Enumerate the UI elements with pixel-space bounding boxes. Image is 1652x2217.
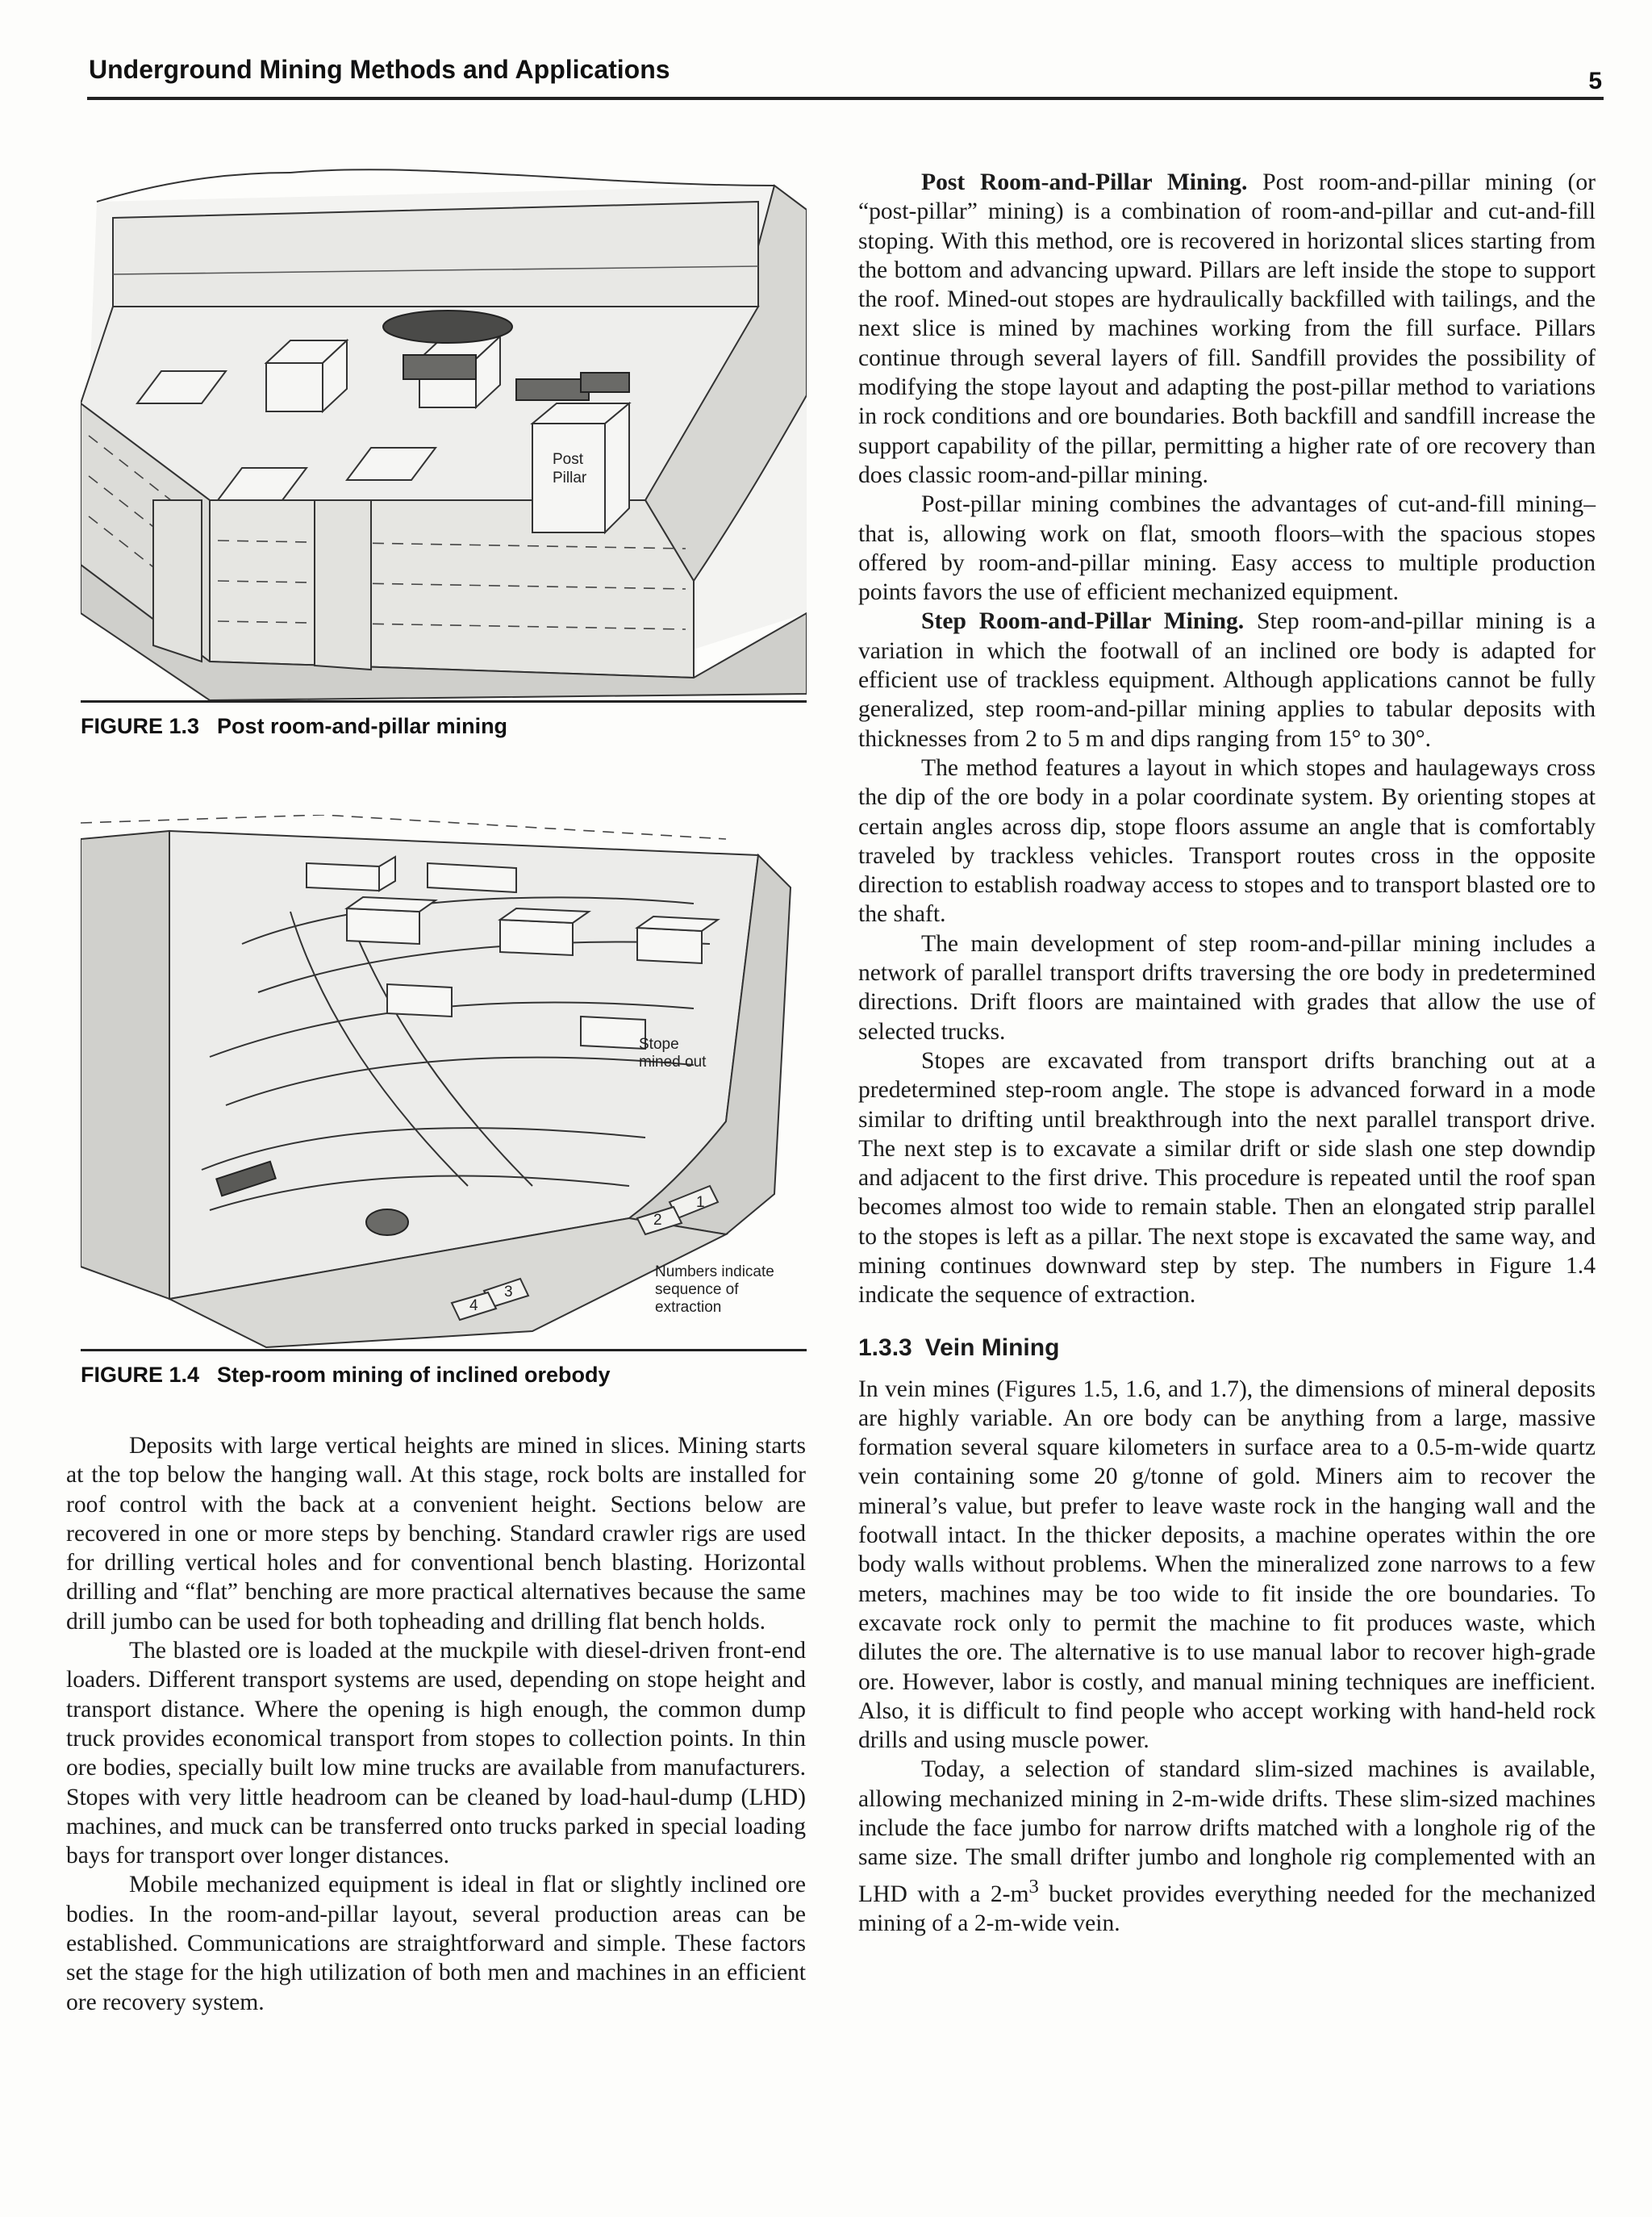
left-paragraph-1: Deposits with large vertical heights are mined in slices. Mining starts at the top below the hanging wall. At this stage, rock bolts are installed for roof control with the back at a convenient height. Sections below are recovered in one or more steps by benching. Standard crawler rigs are used for drilling vertical holes and for conventional bench blasting. Horizontal drilling and “flat” benching are more practical alternatives because the same drill jumbo can be used for both topheading and drilling flat bench holds. [66, 1433, 806, 1635]
step-number-4: 4 [469, 1297, 478, 1314]
figure-1-3 [81, 161, 807, 739]
stope-label-line1: Stope [639, 1036, 679, 1053]
step-room-and-pillar-paragraph [858, 607, 1596, 753]
left-paragraph-2: The blasted ore is loaded at the muckpile with diesel-driven front-end loaders. Different transport systems are used, depending on stope height and transport distance. Where the opening is high enough, the common dump truck provides economical transport from stopes to collection points. In thin ore bodies, specially built low mine trucks are available from manufacturers. Stopes with very little headroom can be cleaned by load-haul-dump (LHD) machines, and muck can be transferred onto trucks parked in special loading bays for transport over longer distances. [66, 1638, 806, 1869]
figure-1-4-illustration [81, 815, 807, 1349]
figure-1-4-label: FIGURE 1.4 [81, 1363, 200, 1387]
vein-p2-text-b: bucket provides everything needed for the mechanized mining of a 2-m-wide vein. [858, 1881, 1596, 1936]
cubic-superscript: 3 [1028, 1875, 1039, 1898]
step-number-3: 3 [504, 1284, 513, 1301]
header-rule [87, 97, 1604, 100]
figure-1-3-caption [81, 714, 807, 739]
step-number-2: 2 [653, 1212, 662, 1229]
figure-1-3-illustration [81, 161, 807, 700]
post-pillar-label-line2: Pillar [553, 470, 587, 486]
vein-p2-text-a: Today, a selection of standard slim-sized machines is available, allowing mechanized mining in 2-m-wide drifts. These slim-sized machines include the face jumbo for narrow drifts matched with a longhole rig of the same size. The small drifter jumbo and longhole rig complemented with an LHD with a 2-m [858, 1756, 1596, 1907]
page-number: 5 [1588, 68, 1602, 94]
post-room-and-pillar-text: Post room-and-pillar mining (or “post-pillar” mining) is a combination of room-and-pillar and cut-and-fill stoping. With this method, ore is recovered in horizontal slices starting from the bottom and advancing upward. Pillars are left inside the stope to support the roof. Mined-out stopes are hydraulically backfilled with tailings, and the next slice is mined by machines working from the fill surface. Pillars continue through several layers of fill. Sandfill provides the possibility of modifying the stope layout and adapting the post-pillar method to variations in rock conditions and ore boundaries. Both backfill and sandfill increase the support capability of the pillar, permitting a higher rate of ore recovery than does classic room-and-pillar mining. [858, 169, 1596, 488]
section-number: 1.3.3 [858, 1334, 912, 1361]
figure-1-4-rule [81, 1349, 807, 1351]
step-excavation-paragraph: Stopes are excavated from transport drifts branching out at a predetermined step-room angle. The stope is advanced forward in a mode similar to drifting until breakthrough into the next parallel transport drive. The next step is to excavate a similar drift or side slash one step downdip and adjacent to the first drive. This procedure is repeated until the roof span becomes almost too wide to remain stable. Then an elongated strip parallel to the stopes is left as a pillar. The next stope is excavated the same way, and mining continues downward step by step. The numbers in Figure 1.4 indicate the sequence of extraction. [858, 1047, 1596, 1309]
step-room-and-pillar-text: Step room-and-pillar mining is a variation in which the footwall of an inclined ore body is adapted for efficient use of trackless equipment. Although applications cannot be fully generalized, step room-and-pillar mining applies to tabular deposits with thicknesses from 2 to 5 m and dips ranging from 15° to 30°. [858, 608, 1596, 752]
figure-1-4 [81, 815, 807, 1388]
sequence-note-line1: Numbers indicate [655, 1263, 774, 1280]
figure-1-3-label: FIGURE 1.3 [81, 714, 200, 738]
post-pillar-advantages-paragraph: Post-pillar mining combines the advantages of cut-and-fill mining–that is, allowing work on flat, smooth floors–with the spacious stopes offered by room-and-pillar mining. Easy access to multiple production points favors the use of efficient mechanized equipment. [858, 491, 1596, 606]
post-pillar-label-line1: Post [553, 451, 584, 468]
post-room-and-pillar-paragraph [858, 168, 1596, 490]
sequence-note-line2: sequence of [655, 1281, 739, 1298]
figure-1-3-caption-text: Post room-and-pillar mining [217, 714, 508, 738]
vein-mining-paragraph-2 [858, 1755, 1596, 1938]
left-column-text [66, 1431, 806, 2017]
figure-1-4-caption-text: Step-room mining of inclined orebody [217, 1363, 611, 1387]
step-development-paragraph: The main development of step room-and-pillar mining includes a network of parallel transport drifts traversing the ore body in predetermined directions. Drift floors are maintained with grades that allow the use of selected trucks. [858, 930, 1596, 1045]
post-room-and-pillar-heading: Post Room-and-Pillar Mining. [921, 169, 1248, 195]
right-column-text [858, 168, 1596, 1938]
stope-label-line2: mined out [639, 1054, 707, 1071]
step-method-layout-paragraph: The method features a layout in which stopes and haulageways cross the dip of the ore body in a polar coordinate system. By orienting stopes at certain angles across dip, stope floors assume an angle that is comfortably traveled by trackless vehicles. Transport routes cross in the opposite direction to establish roadway access to stopes and to transport blasted ore to the shaft. [858, 754, 1596, 928]
section-heading-vein-mining [858, 1334, 1596, 1362]
step-number-1: 1 [696, 1194, 705, 1211]
figure-1-4-caption [81, 1363, 807, 1388]
running-head: Underground Mining Methods and Applications [89, 55, 670, 84]
figure-1-3-rule [81, 700, 807, 703]
section-title: Vein Mining [924, 1334, 1060, 1361]
sequence-note-line3: extraction [655, 1299, 722, 1316]
left-paragraph-3: Mobile mechanized equipment is ideal in flat or slightly inclined ore bodies. In the room-and-pillar layout, several production areas can be established. Communications are straightforward and simple. These factors set the stage for the high utilization of both men and machines in an efficient ore recovery system. [66, 1872, 806, 2015]
vein-mining-paragraph-1: In vein mines (Figures 1.5, 1.6, and 1.7), the dimensions of mineral deposits are highly variable. An ore body can be anything from a large, massive formation several square kilometers in surface area to a 0.5-m-wide quartz vein containing some 20 g/tonne of gold. Miners aim to recover the mineral’s value, but prefer to leave waste rock in the hanging wall and the footwall intact. In the thicker deposits, a machine operates within the ore body walls without problems. When the mineralized zone narrows to a few meters, machines may be too wide to fit inside the ore boundaries. To excavate rock only to permit the machine to fit produces waste, which dilutes the ore. The alternative is to use manual labor to recover high-grade ore. However, labor is costly, and manual mining techniques are inefficient. Also, it is difficult to find people who accept working with hand-held rock drills and using muscle power. [858, 1376, 1596, 1754]
step-room-and-pillar-heading: Step Room-and-Pillar Mining. [921, 608, 1245, 635]
